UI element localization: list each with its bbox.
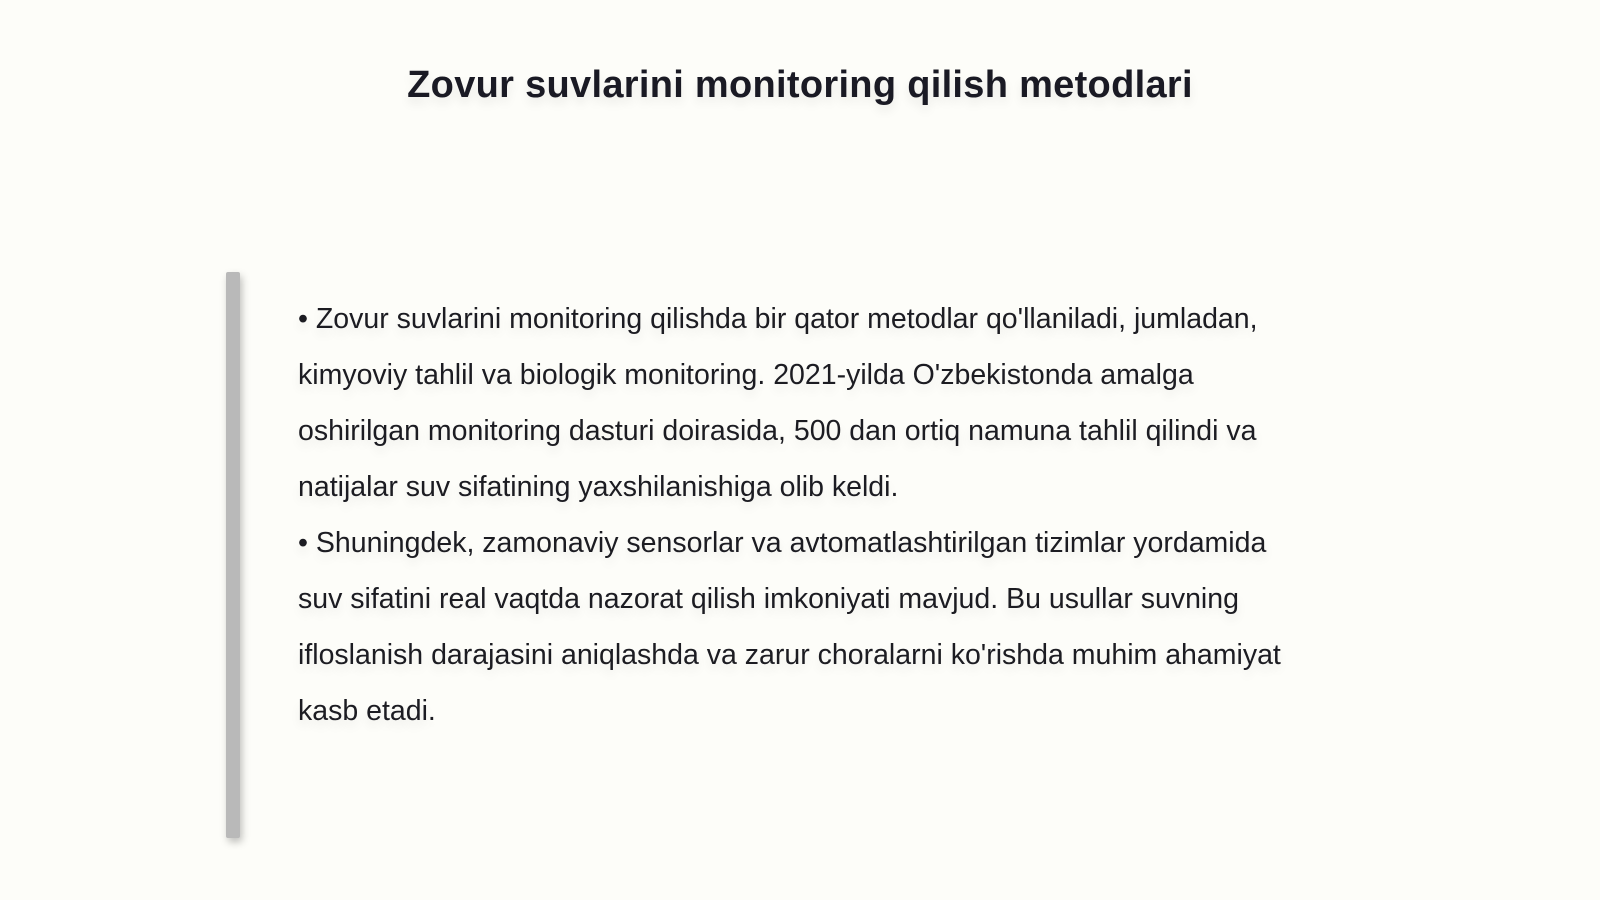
bullet-item: • Zovur suvlarini monitoring qilishda bir qator metodlar qo'llaniladi, jumladan, kimyoviy tahlil va biologik monitoring. 2021-yilda O'zbekistonda amalga oshirilgan monitoring dasturi doirasida, 500 dan ortiq namuna tahlil qilindi va natijalar suv sifatining yaxshilanishiga olib keldi. [298,303,1258,503]
slide-content [298,291,1298,739]
slide-title: Zovur suvlarini monitoring qilish metodlari [407,64,1193,106]
bullet-item: • Shuningdek, zamonaviy sensorlar va avtomatlashtirilgan tizimlar yordamida suv sifatini real vaqtda nazorat qilish imkoniyati mavjud. Bu usullar suvning ifloslanish darajasini aniqlashda va zarur choralarni ko'rishda muhim ahamiyat kasb etadi. [298,527,1281,727]
accent-bar [226,272,240,838]
